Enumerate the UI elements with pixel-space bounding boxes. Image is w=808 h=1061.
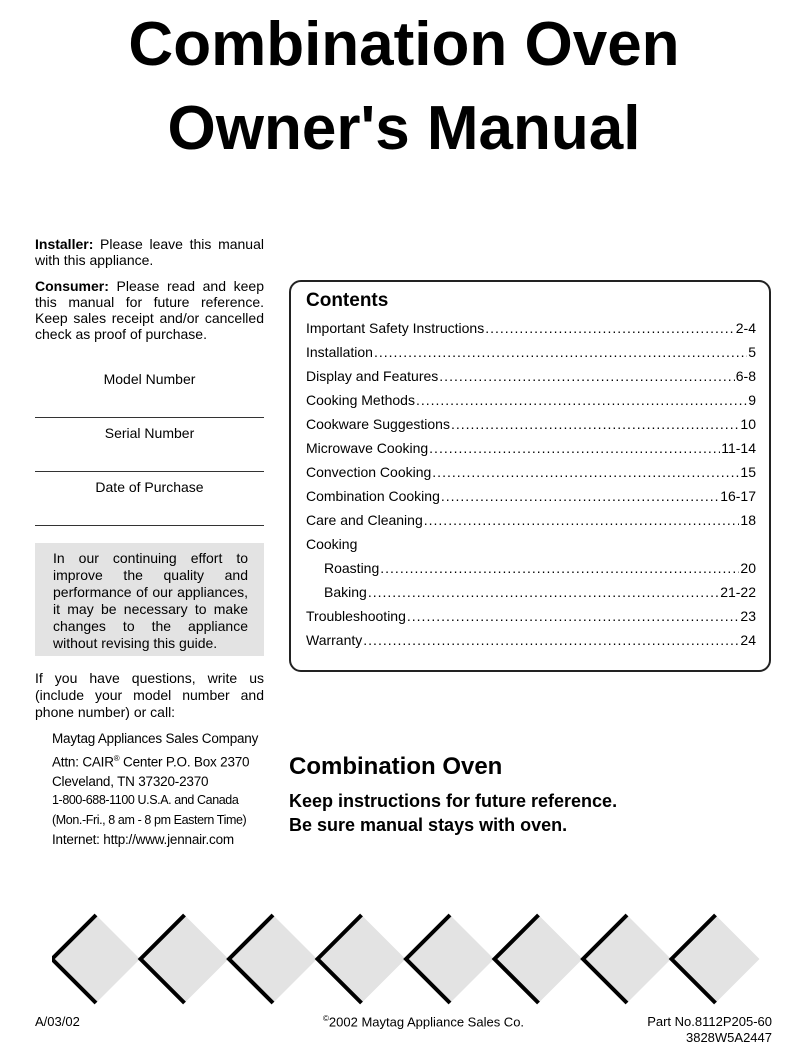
diamond-shape [318,915,406,1003]
toc-page-number: 10 [740,416,756,432]
toc-label: Warranty [306,632,363,648]
keep-line-1: Keep instructions for future reference. [289,791,618,811]
model-number-line [35,417,264,418]
toc-label: Cooking Methods [306,392,415,408]
toc-page-number: 5 [748,344,756,360]
diamond-shape [495,915,583,1003]
toc-page-number: 11-14 [721,440,756,456]
toc-page-number: 6-8 [735,368,756,384]
serial-number-label: Serial Number [104,425,195,441]
attn-line: Attn: CAIR® Center P.O. Box 2370 [52,753,250,769]
model-number-label: Model Number [103,371,196,387]
toc-leader-dots [429,440,720,456]
date-of-purchase-line [35,525,264,526]
toc-label: Display and Features [306,368,439,384]
toc-label: Microwave Cooking [306,440,429,456]
toc-page-number: 23 [740,608,756,624]
keep-instructions [289,789,617,837]
toc-leader-dots [451,416,739,432]
toc-leader-dots [424,512,740,528]
keep-line-2: Be sure manual stays with oven. [289,815,568,835]
table-of-contents [306,320,756,656]
toc-leader-dots [374,344,747,360]
toc-entry [306,464,756,488]
toc-entry [306,536,756,560]
consumer-label: Consumer: [35,278,109,294]
diamond-shape [229,915,317,1003]
toc-leader-dots [407,608,740,624]
diamond-shape [672,915,760,1003]
toc-entry [306,368,756,392]
internet-line: Internet: http://www.jennair.com [52,832,234,847]
toc-leader-dots [363,632,739,648]
toc-entry [306,344,756,368]
toc-label: Combination Cooking [306,488,440,504]
installer-text: Please leave this manual with this appliance. [35,236,264,268]
toc-page-number: 20 [740,560,756,576]
toc-page-number: 24 [740,632,756,648]
toc-entry [306,632,756,656]
toc-page-number: 2-4 [735,320,756,336]
diamond-shape [406,915,494,1003]
installer-label: Installer: [35,236,94,252]
toc-label: Convection Cooking [306,464,432,480]
toc-page-number: 16-17 [720,488,756,504]
city-line: Cleveland, TN 37320-2370 [52,773,209,789]
toc-label: Installation [306,344,373,360]
toc-label: Care and Cleaning [306,512,423,528]
title-line-1: Combination Oven [128,10,680,79]
toc-leader-dots [380,560,739,576]
toc-entry [306,560,756,584]
diamond-decoration [52,909,772,1009]
notice-box: In our continuing effort to improve the quality and performance of our appliances, it may be necessary to make changes to the appliance without revising this guide. [35,543,264,656]
footer-part-number [647,1014,772,1046]
diamond-shape [583,915,671,1003]
document-code: 3828W5A2447 [685,1030,772,1045]
toc-label: Cooking [306,536,358,552]
title-line-2: Owner's Manual [167,94,641,163]
diamond-shape [52,915,140,1003]
toc-leader-dots [441,488,719,504]
toc-entry [306,512,756,536]
consumer-text: Please read and keep this manual for future reference. Keep sales receipt and/or cancelled check as proof of purchase. [35,278,264,342]
toc-leader-dots [432,464,739,480]
footer-copyright: ©2002 Maytag Appliance Sales Co. [323,1014,525,1030]
consumer-note [35,278,264,342]
toc-entry [306,608,756,632]
toc-entry [306,416,756,440]
contents-box [289,280,771,672]
toc-leader-dots [416,392,747,408]
toc-entry [306,440,756,464]
toc-label: Cookware Suggestions [306,416,450,432]
diamond-shape [141,915,229,1003]
toc-entry [306,320,756,344]
footer-date-code: A/03/02 [35,1014,80,1029]
part-number: Part No.8112P205-60 [647,1014,772,1029]
toc-label: Important Safety Instructions [306,320,485,336]
toc-label: Troubleshooting [306,608,406,624]
toc-entry [306,488,756,512]
toc-entry [306,392,756,416]
contents-title: Contents [306,290,389,311]
questions-text: If you have questions, write us (include your model number and phone number) or call: [35,670,264,720]
toc-leader-dots [368,584,719,600]
toc-entry [306,584,756,608]
company-name: Maytag Appliances Sales Company [52,731,259,746]
toc-page-number: 21-22 [720,584,756,600]
toc-leader-dots [485,320,735,336]
serial-number-line [35,471,264,472]
toc-page-number: 15 [740,464,756,480]
installer-note [35,236,264,268]
phone-line: 1-800-688-1100 U.S.A. and Canada [52,793,239,807]
toc-label: Roasting [324,560,380,576]
hours-line: (Mon.-Fri., 8 am - 8 pm Eastern Time) [52,812,247,827]
toc-page-number: 9 [748,392,756,408]
date-of-purchase-label: Date of Purchase [95,479,204,495]
toc-page-number: 18 [740,512,756,528]
combination-oven-heading: Combination Oven [289,753,503,780]
toc-leader-dots [439,368,734,384]
toc-label: Baking [324,584,367,600]
contact-address [52,729,258,850]
